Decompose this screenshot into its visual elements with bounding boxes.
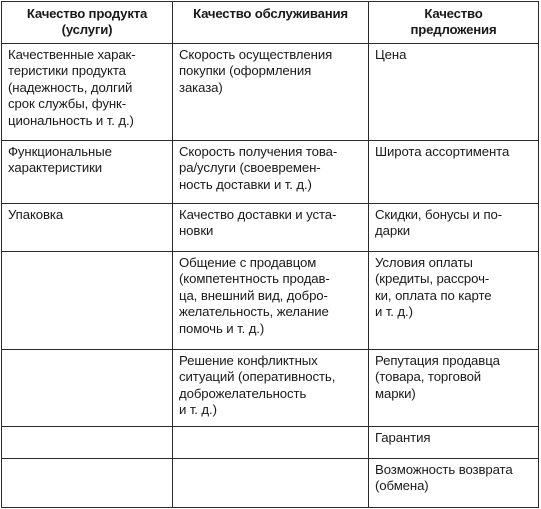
cell-text-line: Качество доставки и уста-: [179, 207, 337, 222]
table-cell: [369, 141, 539, 204]
cell-text-line: ки, оплата по карте: [375, 287, 492, 303]
cell-text-line: ность доставки и т. д.): [179, 176, 312, 192]
quality-table: [1, 1, 539, 508]
table-row: [2, 204, 539, 252]
table-cell: [173, 252, 369, 350]
cell-text-line: Скорость осуществления: [179, 47, 333, 62]
table-row: [2, 252, 539, 350]
cell-text-line: (услуги): [61, 22, 113, 38]
table-cell: [2, 252, 173, 350]
cell-text-line: Качество продукта: [26, 6, 148, 21]
cell-text-line: Качество обслуживания: [193, 6, 348, 21]
table-row: [2, 141, 539, 204]
cell-text-line: Качество: [424, 6, 483, 21]
cell-text-line: теристики продукта: [8, 63, 126, 79]
table-cell: [2, 459, 173, 508]
table-cell: [2, 44, 173, 141]
cell-text-line: характеристики: [8, 160, 103, 176]
cell-text-line: (товара, торговой: [375, 369, 482, 385]
cell-text-line: доброжелательность: [179, 385, 307, 401]
cell-text-line: (обмена): [375, 478, 429, 494]
cell-text-line: срок службы, функ-: [8, 96, 126, 112]
table-cell: [369, 204, 539, 252]
cell-text-line: ситуаций (оперативность,: [179, 369, 336, 385]
table-cell: [173, 350, 369, 427]
cell-text-line: ца, внешний вид, добро-: [179, 287, 328, 303]
header-offer-quality: [369, 2, 539, 44]
cell-text-line: (надежность, долгий: [8, 79, 133, 95]
cell-text-line: Гарантия: [375, 430, 431, 445]
cell-text-line: Широта ассортимента: [375, 144, 510, 159]
cell-text-line: Общение с продавцом: [179, 255, 317, 270]
table-row: [2, 350, 539, 427]
cell-text-line: новки: [179, 223, 214, 239]
table-cell: [369, 252, 539, 350]
cell-text-line: ра/услуги (своевремен-: [179, 160, 321, 176]
table-cell: [173, 204, 369, 252]
cell-text-line: Скидки, бонусы и по-: [375, 207, 503, 222]
table-header: [2, 2, 539, 44]
table-row: [2, 459, 539, 508]
cell-text-line: желательность, желание: [179, 304, 329, 320]
cell-text-line: Упаковка: [8, 207, 64, 222]
table-cell: [2, 427, 173, 459]
cell-text-line: и т. д.): [375, 304, 413, 320]
cell-text-line: циональность и т. д.): [8, 112, 134, 128]
cell-text-line: Качественные харак-: [8, 47, 136, 62]
table-cell: [173, 459, 369, 508]
cell-text-line: Решение конфликтных: [179, 353, 318, 368]
header-row: [2, 2, 539, 44]
table-body: [2, 44, 539, 508]
table-cell: [2, 350, 173, 427]
table-cell: [369, 350, 539, 427]
cell-text-line: Условия оплаты: [375, 255, 473, 270]
table-cell: [369, 459, 539, 508]
table-cell: [173, 427, 369, 459]
cell-text-line: (компетентность продав-: [179, 271, 330, 287]
table-cell: [2, 204, 173, 252]
table-cell: [369, 427, 539, 459]
cell-text-line: заказа): [179, 79, 223, 95]
table-row: [2, 44, 539, 141]
header-product-quality: [2, 2, 173, 44]
cell-text-line: (кредиты, рассроч-: [375, 271, 490, 287]
header-service-quality: [173, 2, 369, 44]
table-cell: [2, 141, 173, 204]
cell-text-line: дарки: [375, 223, 410, 239]
table-row: [2, 427, 539, 459]
cell-text-line: марки): [375, 385, 416, 401]
table-cell: [173, 141, 369, 204]
table-cell: [369, 44, 539, 141]
cell-text-line: Функциональные: [8, 144, 112, 159]
cell-text-line: Скорость получения това-: [179, 144, 338, 159]
cell-text-line: покупки (оформления: [179, 63, 312, 79]
cell-text-line: Цена: [375, 47, 407, 62]
table-cell: [173, 44, 369, 141]
cell-text-line: помочь и т. д.): [179, 320, 265, 336]
cell-text-line: Возможность возврата: [375, 462, 513, 477]
cell-text-line: Репутация продавца: [375, 353, 500, 368]
cell-text-line: и т. д.): [179, 402, 217, 418]
cell-text-line: предложения: [410, 22, 497, 38]
